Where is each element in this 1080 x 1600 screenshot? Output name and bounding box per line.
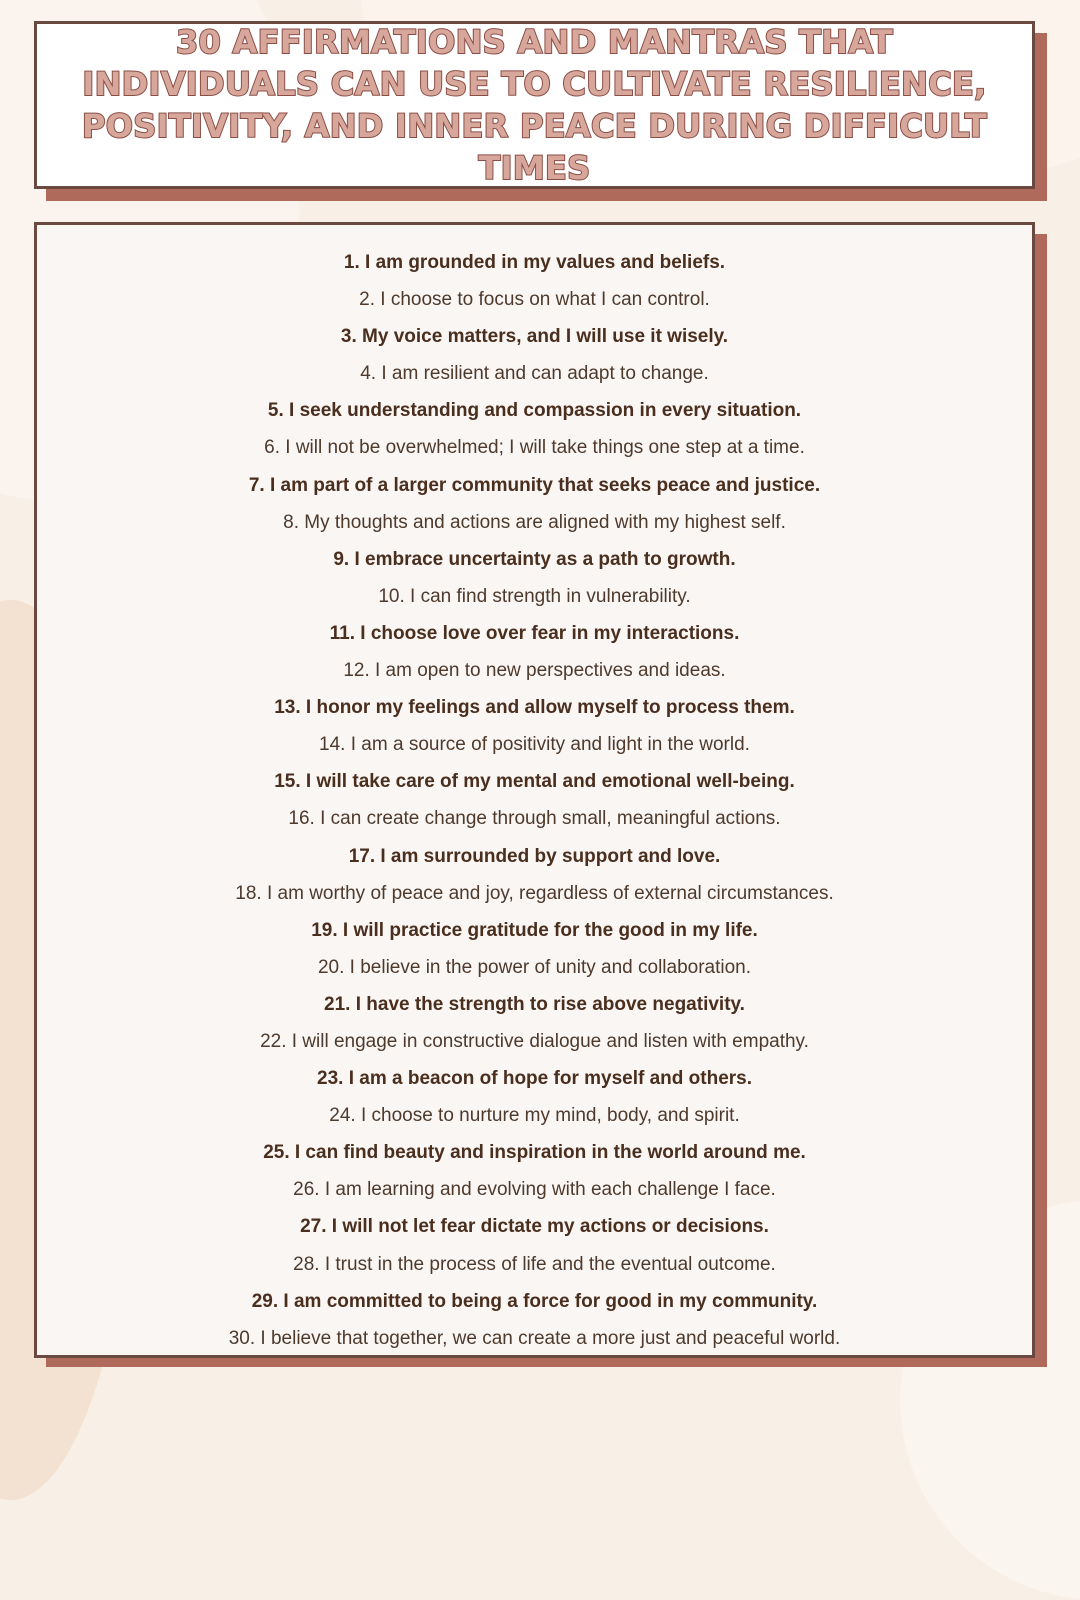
affirmation-item: 29. I am committed to being a force for good in my community. xyxy=(251,1290,818,1312)
affirmation-item: 12. I am open to new perspectives and ideas. xyxy=(343,660,726,682)
affirmation-item: 17. I am surrounded by support and love. xyxy=(348,845,721,867)
affirmation-item: 28. I trust in the process of life and the eventual outcome. xyxy=(293,1253,776,1275)
affirmations-list xyxy=(37,244,1032,1357)
affirmation-item: 21. I have the strength to rise above negativity. xyxy=(324,993,745,1015)
affirmation-item: 4. I am resilient and can adapt to change. xyxy=(360,363,709,385)
affirmation-item: 1. I am grounded in my values and beliefs. xyxy=(343,252,726,273)
affirmation-item: 30. I believe that together, we can create a more just and peaceful world. xyxy=(228,1327,841,1349)
affirmation-item: 5. I seek understanding and compassion in every situation. xyxy=(267,400,802,422)
affirmation-item: 24. I choose to nurture my mind, body, and spirit. xyxy=(329,1105,740,1127)
affirmation-item: 14. I am a source of positivity and light in the world. xyxy=(319,734,750,756)
affirmation-item: 2. I choose to focus on what I can control. xyxy=(359,289,710,311)
affirmation-item: 16. I can create change through small, meaningful actions. xyxy=(288,808,781,830)
page-title: 30 AFFIRMATIONS AND MANTRAS THAT INDIVIDUALS CAN USE TO CULTIVATE RESILIENCE, POSITIVITY, AND INNER PEACE DURING DIFFICULT TIMES xyxy=(82,23,987,187)
affirmation-item: 3. My voice matters, and I will use it wisely. xyxy=(340,326,729,348)
affirmation-item: 27. I will not let fear dictate my actions or decisions. xyxy=(300,1216,769,1238)
affirmation-item: 26. I am learning and evolving with each challenge I face. xyxy=(293,1179,776,1201)
affirmation-item: 23. I am a beacon of hope for myself and others. xyxy=(317,1068,752,1090)
affirmation-item: 13. I honor my feelings and allow myself to process them. xyxy=(274,697,795,719)
affirmation-item: 9. I embrace uncertainty as a path to growth. xyxy=(333,548,736,570)
affirmation-item: 18. I am worthy of peace and joy, regardless of external circumstances. xyxy=(235,882,834,904)
affirmation-item: 7. I am part of a larger community that seeks peace and justice. xyxy=(248,474,821,496)
affirmation-item: 15. I will take care of my mental and emotional well-being. xyxy=(274,771,795,793)
affirmation-item: 20. I believe in the power of unity and collaboration. xyxy=(317,956,752,978)
affirmation-item: 6. I will not be overwhelmed; I will take things one step at a time. xyxy=(264,437,805,459)
affirmation-item: 11. I choose love over fear in my interactions. xyxy=(329,622,740,644)
affirmation-item: 22. I will engage in constructive dialogue and listen with empathy. xyxy=(260,1030,809,1052)
affirmation-item: 8. My thoughts and actions are aligned with my highest self. xyxy=(283,511,786,533)
affirmation-item: 25. I can find beauty and inspiration in the world around me. xyxy=(263,1142,806,1164)
affirmation-item: 10. I can find strength in vulnerability. xyxy=(378,585,691,607)
affirmations-card xyxy=(34,222,1035,1358)
title-card xyxy=(34,21,1035,189)
affirmation-item: 19. I will practice gratitude for the good in my life. xyxy=(311,919,758,941)
